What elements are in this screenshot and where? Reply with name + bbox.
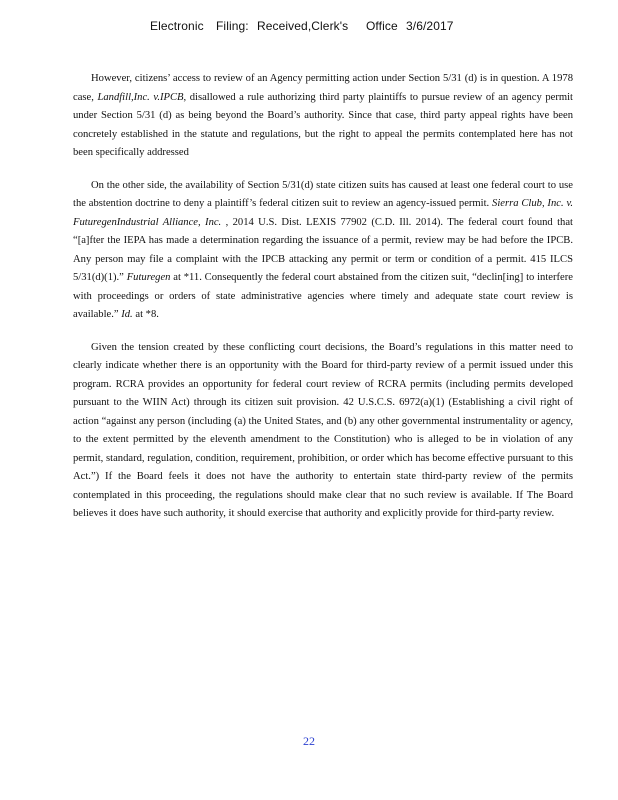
- text-run: at *8.: [132, 309, 159, 320]
- italic-citation: Id.: [121, 309, 133, 320]
- text-run: However, citizens’ access to review of an Agency permitting action under Section 5/31 (d) is in question. A 1978 case,: [73, 73, 573, 103]
- header-filing: Filing:: [216, 19, 249, 33]
- page-number: 22: [303, 734, 315, 748]
- header-date: 3/6/2017: [406, 19, 454, 33]
- text-run: at *11. Consequently the federal court abstained from the citizen suit, “declin[ing] to interfere with proceedings or orders of state administrative agencies where timely and adequate state court review is available.”: [73, 272, 573, 320]
- paragraph-2: [73, 177, 573, 325]
- paragraph-1: [73, 70, 573, 163]
- italic-citation: Landfill,Inc. v.IPCB: [97, 91, 184, 103]
- text-run: On the other side, the availability of Section 5/31(d) state citizen suits has caused at least one federal court to use the abstention doctrine to deny a plaintiff’s federal citizen suit to review an agency-issued permit.: [73, 179, 573, 209]
- header-office: Office: [366, 19, 398, 33]
- text-run: , 2014 U.S. Dist. LEXIS 77902 (C.D. Ill. 2014). The federal court found that “[a]fter the IEPA has made a determination regarding the issuance of a permit, review may be had before the IPCB. Any person may file a complaint with the IPCB attacking any permit or term or condition of a permit. 415 ILCS 5/31(d)(1).”: [73, 216, 573, 283]
- header-electronic: Electronic: [150, 19, 204, 33]
- paragraph-3: [73, 339, 573, 524]
- document-body: [73, 70, 573, 538]
- italic-citation: Futuregen: [126, 272, 171, 283]
- text-run: Given the tension created by these conflicting court decisions, the Board’s regulations in this matter need to clearly indicate whether there is an opportunity with the Board for third-party review of a permit issued under this program. RCRA provides an opportunity for federal court review of RCRA permits (including permits developed pursuant to the WIIN Act) through its citizen suit provision. 42 U.S.C.S. 6972(a)(1) (Establishing a civil right of action “against any person (including (a) the United States, and (b) any other governmental instrumentality or agency, to the extent permitted by the eleventh amendment to the Constitution) who is alleged to be in violation of any permit, standard, regulation, condition, requirement, prohibition, or order which has become effective pursuant to this Act.”) If the Board feels it does not have the authority to entertain state third-party review of the permits contemplated in this proceeding, the regulations should make clear that no such review is available. If The Board believes it does have such authority, it should exercise that authority and explicitly provide for third-party review.: [73, 341, 573, 519]
- italic-citation: Sierra Club, Inc. v. FuturegenIndustrial Alliance, Inc.: [73, 198, 574, 228]
- header-received-clerks: Received,Clerk's: [257, 19, 349, 33]
- text-run: , disallowed a rule authorizing third party plaintiffs to pursue review of an agency permit under Section 5/31 (d) as being beyond the Board’s authority. Since that case, third party appeal rights have been concretely established in the statute and regulations, but the right to appeal the permits contemplated here has not been specifically addressed: [73, 91, 573, 158]
